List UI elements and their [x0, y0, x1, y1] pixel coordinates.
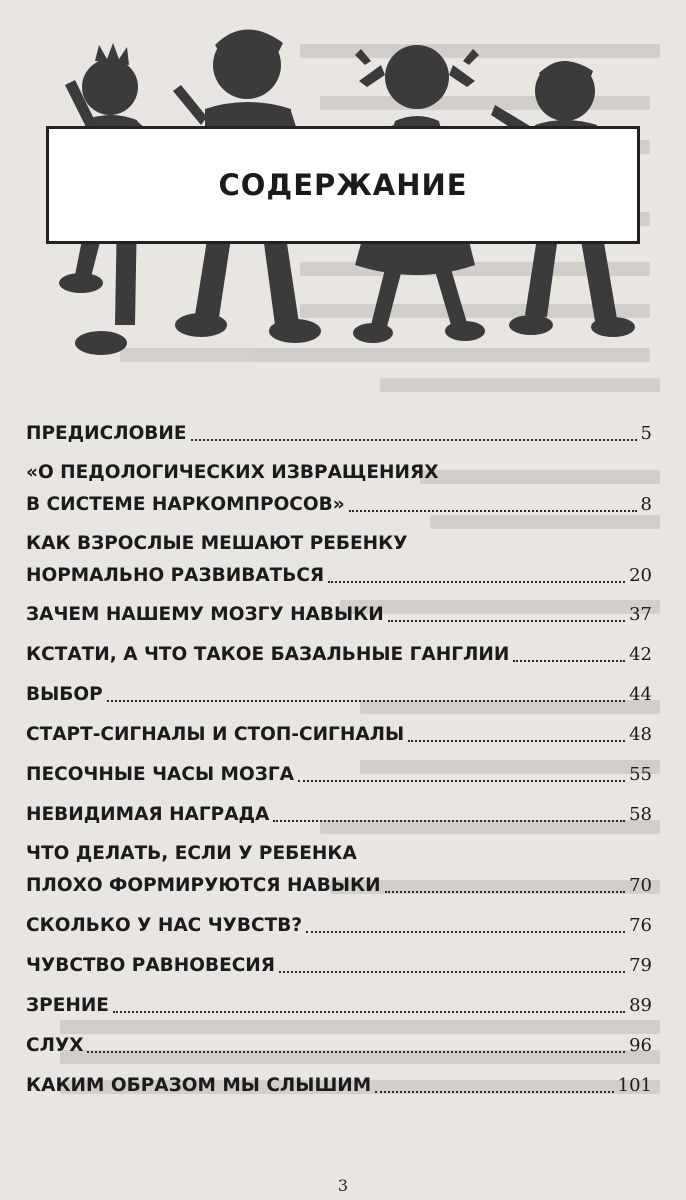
toc-page-number: 37: [629, 604, 652, 625]
toc-entry-title: ЧТО ДЕЛАТЬ, ЕСЛИ У РЕБЕНКА: [26, 843, 357, 864]
toc-entry-title: КАКИМ ОБРАЗОМ МЫ СЛЫШИМ: [26, 1075, 372, 1096]
toc-entry-title-line-2: В СИСТЕМЕ НАРКОМПРОСОВ»: [26, 494, 345, 515]
toc-entry[interactable]: [26, 910, 652, 942]
dot-leader: [408, 740, 625, 742]
toc-entry-title: НЕВИДИМАЯ НАГРАДА: [26, 804, 270, 825]
toc-page-number: 89: [629, 995, 652, 1016]
toc-page-number: 79: [629, 955, 652, 976]
page-number: 3: [337, 1176, 349, 1195]
toc-page-number: 101: [617, 1075, 652, 1096]
dot-leader: [107, 700, 625, 702]
toc-entry[interactable]: [26, 838, 652, 902]
toc-entry[interactable]: [26, 599, 652, 631]
toc-entry-title: ВЫБОР: [26, 684, 103, 705]
toc-entry-title: «О ПЕДОЛОГИЧЕСКИХ ИЗВРАЩЕНИЯХ: [26, 462, 439, 483]
toc-entry[interactable]: [26, 1030, 652, 1062]
toc-entry-title: ЗРЕНИЕ: [26, 995, 109, 1016]
toc-entry[interactable]: [26, 719, 652, 751]
dot-leader: [513, 660, 625, 662]
dot-leader: [298, 780, 625, 782]
dot-leader: [328, 581, 625, 583]
toc-entry-title: СЛУХ: [26, 1035, 84, 1056]
toc-page-number: 55: [629, 764, 652, 785]
toc-entry[interactable]: [26, 528, 652, 592]
toc-entry[interactable]: [26, 639, 652, 671]
dot-leader: [385, 891, 625, 893]
dot-leader: [279, 971, 625, 973]
dot-leader: [375, 1091, 613, 1093]
toc-entry[interactable]: [26, 799, 652, 831]
toc-page-number: 48: [629, 724, 652, 745]
toc-entry-title: ЧУВСТВО РАВНОВЕСИЯ: [26, 955, 276, 976]
toc-entry[interactable]: [26, 679, 652, 711]
toc-entry[interactable]: [26, 457, 652, 521]
page-title: СОДЕРЖАНИЕ: [218, 168, 468, 202]
toc-page-number: 42: [629, 644, 652, 665]
dot-leader: [113, 1011, 625, 1013]
dot-leader: [349, 510, 637, 512]
toc-page-number: 76: [629, 915, 652, 936]
toc-entry-title: ПЕСОЧНЫЕ ЧАСЫ МОЗГА: [26, 764, 294, 785]
dot-leader: [306, 931, 625, 933]
toc-entry-title-line-2: НОРМАЛЬНО РАЗВИВАТЬСЯ: [26, 565, 325, 586]
toc-entry[interactable]: [26, 950, 652, 982]
title-box: [46, 126, 640, 244]
toc-entry-title: КСТАТИ, А ЧТО ТАКОЕ БАЗАЛЬНЫЕ ГАНГЛИИ: [26, 644, 510, 665]
toc-entry-title: СТАРТ-СИГНАЛЫ И СТОП-СИГНАЛЫ: [26, 724, 405, 745]
toc-entry-title: ЗАЧЕМ НАШЕМУ МОЗГУ НАВЫКИ: [26, 604, 384, 625]
toc-entry-title: КАК ВЗРОСЛЫЕ МЕШАЮТ РЕБЕНКУ: [26, 533, 408, 554]
dot-leader: [273, 820, 625, 822]
toc-page-number: 44: [629, 684, 652, 705]
toc-page-number: 70: [629, 875, 652, 896]
toc-page-number: 20: [629, 565, 652, 586]
toc-page-number: 5: [640, 423, 652, 444]
toc-entry[interactable]: [26, 1070, 652, 1102]
toc-entry[interactable]: [26, 990, 652, 1022]
toc-page-number: 58: [629, 804, 652, 825]
toc-entry[interactable]: [26, 759, 652, 791]
toc-page-number: 96: [629, 1035, 652, 1056]
table-of-contents: [26, 418, 652, 1102]
toc-entry-title: ПРЕДИСЛОВИЕ: [26, 423, 187, 444]
dot-leader: [87, 1051, 625, 1053]
dot-leader: [191, 439, 637, 441]
toc-entry[interactable]: [26, 418, 652, 450]
dot-leader: [388, 620, 625, 622]
toc-entry-title-line-2: ПЛОХО ФОРМИРУЮТСЯ НАВЫКИ: [26, 875, 381, 896]
toc-page-number: 8: [640, 494, 652, 515]
toc-entry-title: СКОЛЬКО У НАС ЧУВСТВ?: [26, 915, 303, 936]
